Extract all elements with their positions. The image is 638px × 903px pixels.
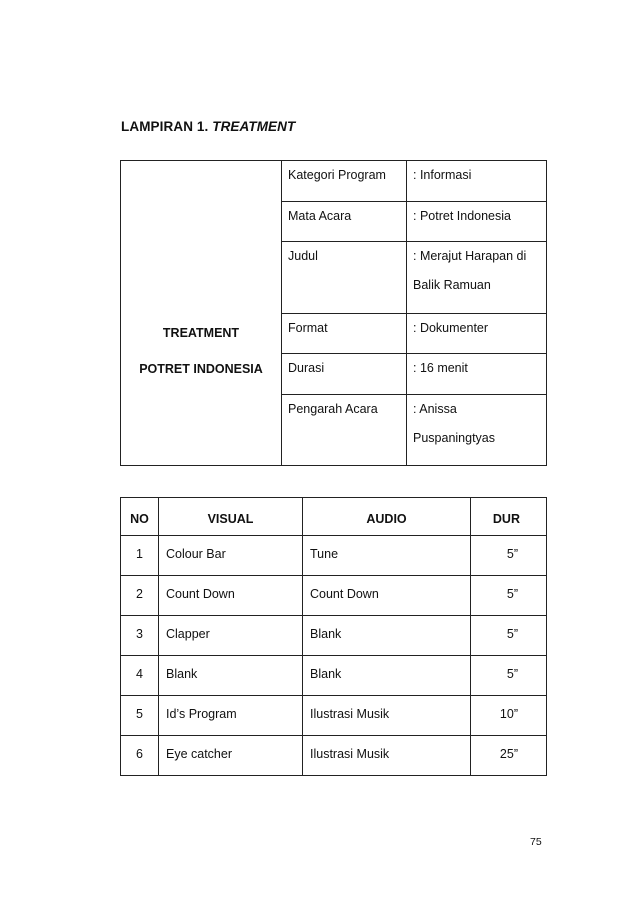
page-heading <box>121 119 295 134</box>
info-value-cell <box>407 242 547 314</box>
row-visual: Clapper <box>159 616 303 656</box>
row-dur: 5” <box>471 576 547 616</box>
info-value: : Informasi <box>407 161 547 202</box>
row-no: 4 <box>121 656 159 696</box>
info-label: Mata Acara <box>282 202 407 242</box>
row-no: 3 <box>121 616 159 656</box>
row-dur: 25” <box>471 736 547 776</box>
row-dur: 5” <box>471 536 547 576</box>
row-audio: Blank <box>303 616 471 656</box>
info-value-cell <box>407 395 547 466</box>
info-label: Durasi <box>282 354 407 395</box>
info-label: Format <box>282 314 407 354</box>
info-label: Kategori Program <box>282 161 407 202</box>
table-row <box>121 536 547 576</box>
table-row <box>121 656 547 696</box>
row-audio: Ilustrasi Musik <box>303 696 471 736</box>
info-label: Judul <box>282 242 407 314</box>
row-visual: Blank <box>159 656 303 696</box>
row-visual: Id’s Program <box>159 696 303 736</box>
row-no: 2 <box>121 576 159 616</box>
row-dur: 5” <box>471 616 547 656</box>
row-dur: 10” <box>471 696 547 736</box>
info-value: : 16 menit <box>407 354 547 395</box>
header-visual: VISUAL <box>159 498 303 536</box>
row-no: 6 <box>121 736 159 776</box>
info-value: : Anissa <box>413 402 457 416</box>
header-audio: AUDIO <box>303 498 471 536</box>
heading-prefix: LAMPIRAN 1. <box>121 119 213 134</box>
heading-italic: TREATMENT <box>212 119 296 134</box>
row-no: 5 <box>121 696 159 736</box>
row-visual: Eye catcher <box>159 736 303 776</box>
table-row <box>121 696 547 736</box>
table-row <box>121 576 547 616</box>
row-visual: Colour Bar <box>159 536 303 576</box>
header-no: NO <box>121 498 159 536</box>
table-row <box>121 736 547 776</box>
row-audio: Blank <box>303 656 471 696</box>
row-visual: Count Down <box>159 576 303 616</box>
info-value: : Merajut Harapan di <box>413 249 527 263</box>
table-row <box>121 616 547 656</box>
info-value-continued: Puspaningtyas <box>413 431 496 445</box>
treatment-title: TREATMENT <box>162 325 240 340</box>
row-no: 1 <box>121 536 159 576</box>
info-value-continued: Balik Ramuan <box>413 278 491 292</box>
page-number: 75 <box>530 836 542 848</box>
treatment-title-cell <box>121 161 282 466</box>
treatment-info-table <box>120 160 547 466</box>
info-value: : Potret Indonesia <box>407 202 547 242</box>
rundown-table <box>120 497 547 776</box>
row-dur: 5” <box>471 656 547 696</box>
row-audio: Count Down <box>303 576 471 616</box>
program-title: POTRET INDONESIA <box>139 361 263 376</box>
info-value: : Dokumenter <box>407 314 547 354</box>
info-label: Pengarah Acara <box>282 395 407 466</box>
row-audio: Ilustrasi Musik <box>303 736 471 776</box>
header-dur: DUR <box>471 498 547 536</box>
rundown-header-row <box>121 498 547 536</box>
row-audio: Tune <box>303 536 471 576</box>
